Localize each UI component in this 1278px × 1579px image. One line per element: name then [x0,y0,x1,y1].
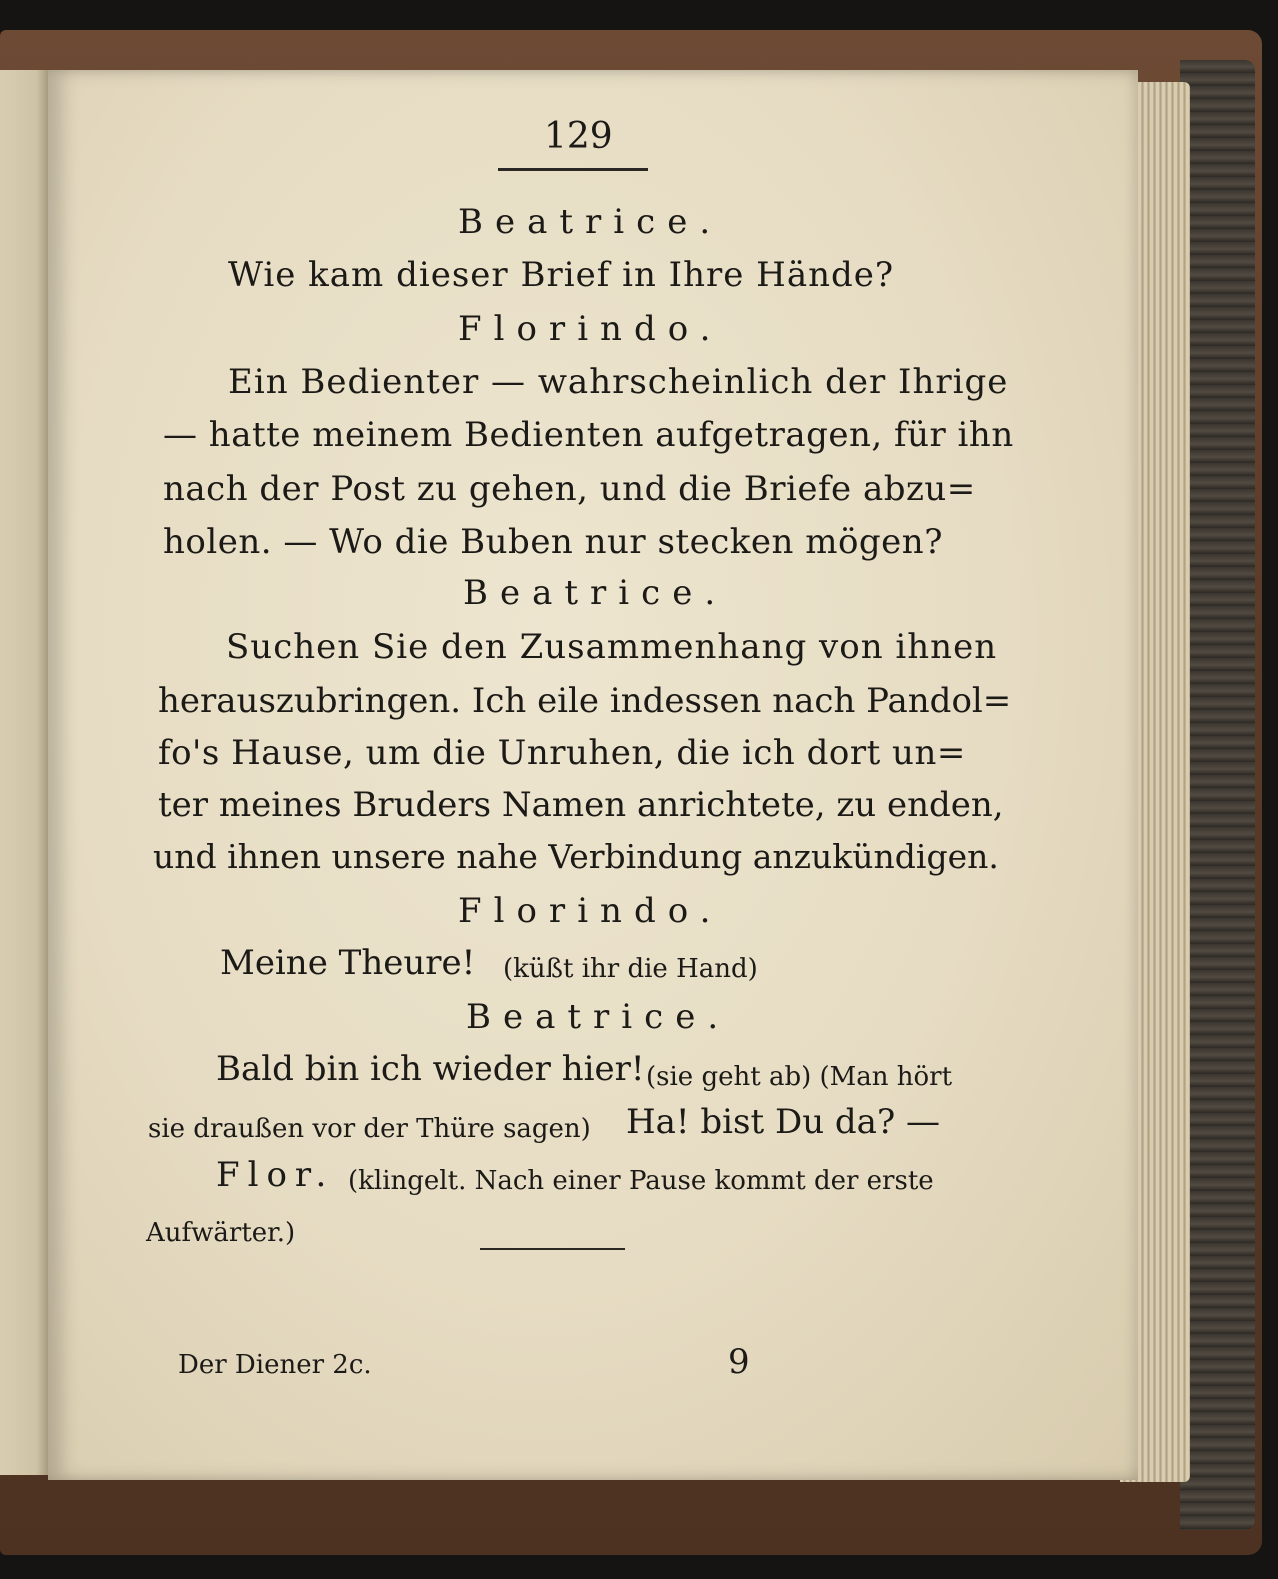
dialogue-line: Meine Theure! [220,943,476,983]
signature-line: Der Diener 2c. [178,1350,372,1380]
dialogue-line: ter meines Bruders Namen anrichtete, zu enden, [158,785,1004,825]
dialogue-line: nach der Post zu gehen, und die Briefe abzu= [163,469,976,509]
speaker-florindo: Florindo. [458,891,723,931]
book-spine-edge [1180,60,1255,1530]
stage-direction: sie draußen vor der Thüre sagen) [148,1114,591,1144]
speaker-beatrice: Beatrice. [466,997,731,1037]
dialogue-line: — hatte meinem Bedienten aufgetragen, für ihn [163,415,1014,455]
left-page-edge [0,70,52,1475]
dialogue-line: holen. — Wo die Buben nur stecken mögen? [163,522,943,562]
stage-direction: (klingelt. Nach einer Pause kommt der erste [348,1166,934,1196]
header-rule [498,168,648,171]
stage-direction: Aufwärter.) [146,1218,296,1248]
stage-direction: (sie geht ab) (Man hört [646,1062,953,1092]
dialogue-line: Suchen Sie den Zusammenhang von ihnen [226,627,998,667]
dialogue-line: und ihnen unsere nahe Verbindung anzukündigen. [153,837,999,876]
dialogue-line: Wie kam dieser Brief in Ihre Hände? [228,255,895,295]
dialogue-line: Bald bin ich wieder hier! [216,1049,645,1089]
speaker-flor: Flor. [216,1155,335,1195]
speaker-florindo: Florindo. [458,309,723,349]
stage-direction: (küßt ihr die Hand) [503,954,758,984]
book-page [48,70,1138,1480]
dialogue-line: Ein Bedienter — wahrscheinlich der Ihrige [228,362,1009,402]
dialogue-line: Ha! bist Du da? — [626,1102,940,1142]
sheet-number: 9 [728,1342,750,1382]
dialogue-line: herauszubringen. Ich eile indessen nach Pandol= [158,681,1012,721]
speaker-beatrice: Beatrice. [458,202,723,242]
page-number: 129 [544,116,613,157]
dialogue-line: fo's Hause, um die Unruhen, die ich dort un= [158,733,966,773]
speaker-beatrice: Beatrice. [463,573,728,613]
end-rule [480,1248,625,1250]
